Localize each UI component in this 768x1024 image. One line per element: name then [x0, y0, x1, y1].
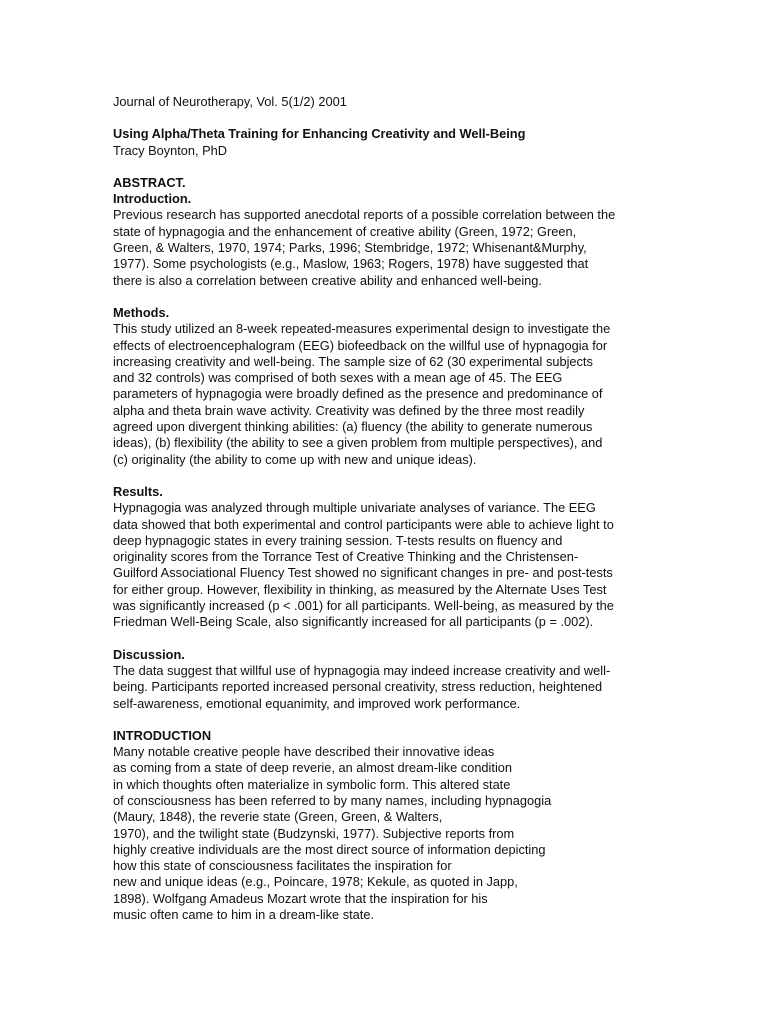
section-heading: Introduction. [113, 191, 192, 207]
body-line: effects of electroencephalogram (EEG) biofeedback on the willful use of hypnagogia for [113, 337, 608, 353]
journal-citation: Journal of Neurotherapy, Vol. 5(1/2) 2001 [113, 94, 347, 109]
section-results [113, 484, 658, 631]
body-line: music often came to him in a dream-like state. [113, 907, 375, 923]
section-body [113, 207, 658, 288]
body-line: 1898). Wolfgang Amadeus Mozart wrote that the inspiration for his [113, 890, 488, 906]
body-line: originality scores from the Torrance Test of Creative Thinking and the Christensen- [113, 549, 579, 565]
section-body [113, 500, 658, 630]
section-introduction [113, 728, 658, 924]
body-line: increasing creativity and well-being. The sample size of 62 (30 experimental subjects [113, 353, 593, 369]
body-line: and 32 controls) was comprised of both sexes with a mean age of 45. The EEG [113, 370, 563, 386]
body-line: 1970), and the twilight state (Budzynski, 1977). Subjective reports from [113, 825, 515, 841]
body-line: Previous research has supported anecdotal reports of a possible correlation between the [113, 207, 616, 223]
section-discussion [113, 647, 658, 712]
section-body [113, 663, 658, 712]
body-line: ideas), (b) flexibility (the ability to see a given problem from multiple perspectives), and [113, 435, 603, 451]
body-line: self-awareness, emotional equanimity, and improved work performance. [113, 695, 521, 711]
body-line: highly creative individuals are the most direct source of information depicting [113, 841, 546, 857]
body-line: in which thoughts often materialize in symbolic form. This altered state [113, 776, 511, 792]
abstract-heading: ABSTRACT. [113, 174, 186, 190]
section-body [113, 321, 658, 468]
body-line: The data suggest that willful use of hypnagogia may indeed increase creativity and well- [113, 662, 611, 678]
section-introduction-abstract [113, 191, 658, 289]
body-line: agreed upon divergent thinking abilities: (a) fluency (the ability to generate numerous [113, 419, 593, 435]
body-line: of consciousness has been referred to by many names, including hypnagogia [113, 792, 552, 808]
section-heading: Results. [113, 483, 163, 499]
body-line: as coming from a state of deep reverie, an almost dream-like condition [113, 760, 513, 776]
paper-title: Using Alpha/Theta Training for Enhancing Creativity and Well-Being [113, 126, 526, 142]
section-methods [113, 305, 658, 468]
section-heading: Methods. [113, 304, 170, 320]
body-line: Green, & Walters, 1970, 1974; Parks, 1996; Stembridge, 1972; Whisenant&Murphy, [113, 240, 587, 256]
body-line: (c) originality (the ability to come up with new and unique ideas). [113, 451, 477, 467]
body-line: Hypnagogia was analyzed through multiple univariate analyses of variance. The EEG [113, 500, 596, 516]
body-line: being. Participants reported increased personal creativity, stress reduction, heightened [113, 679, 603, 695]
body-line: was significantly increased (p < .001) for all participants. Well-being, as measured by the [113, 598, 614, 614]
body-line: Many notable creative people have described their innovative ideas [113, 744, 495, 760]
section-body [113, 744, 658, 923]
body-line: This study utilized an 8-week repeated-measures experimental design to investigate the [113, 321, 611, 337]
paper-page [113, 94, 658, 923]
body-line: parameters of hypnagogia were broadly defined as the presence and predominance of [113, 386, 603, 402]
body-line: new and unique ideas (e.g., Poincare, 1978; Kekule, as quoted in Japp, [113, 874, 518, 890]
body-line: state of hypnagogia and the enhancement of creative ability (Green, 1972; Green, [113, 223, 577, 239]
paper-author: Tracy Boynton, PhD [113, 142, 228, 158]
body-line: (Maury, 1848), the reverie state (Green, Green, & Walters, [113, 809, 443, 825]
body-line: data showed that both experimental and control participants were able to achieve light to [113, 516, 614, 532]
section-heading: INTRODUCTION [113, 727, 212, 743]
body-line: for either group. However, flexibility in thinking, as measured by the Alternate Uses Test [113, 581, 607, 597]
body-line: Guilford Associational Fluency Test showed no significant changes in pre- and post-tests [113, 565, 613, 581]
body-line: deep hypnagogic states in every training session. T-tests results on fluency and [113, 532, 563, 548]
body-line: Friedman Well-Being Scale, also significantly increased for all participants (p = .002). [113, 614, 594, 630]
body-line: 1977). Some psychologists (e.g., Maslow, 1963; Rogers, 1978) have suggested that [113, 256, 589, 272]
body-line: alpha and theta brain wave activity. Creativity was defined by the three most readily [113, 402, 585, 418]
body-line: there is also a correlation between creative ability and enhanced well-being. [113, 272, 542, 288]
section-heading: Discussion. [113, 646, 185, 662]
body-line: how this state of consciousness facilitates the inspiration for [113, 858, 452, 874]
